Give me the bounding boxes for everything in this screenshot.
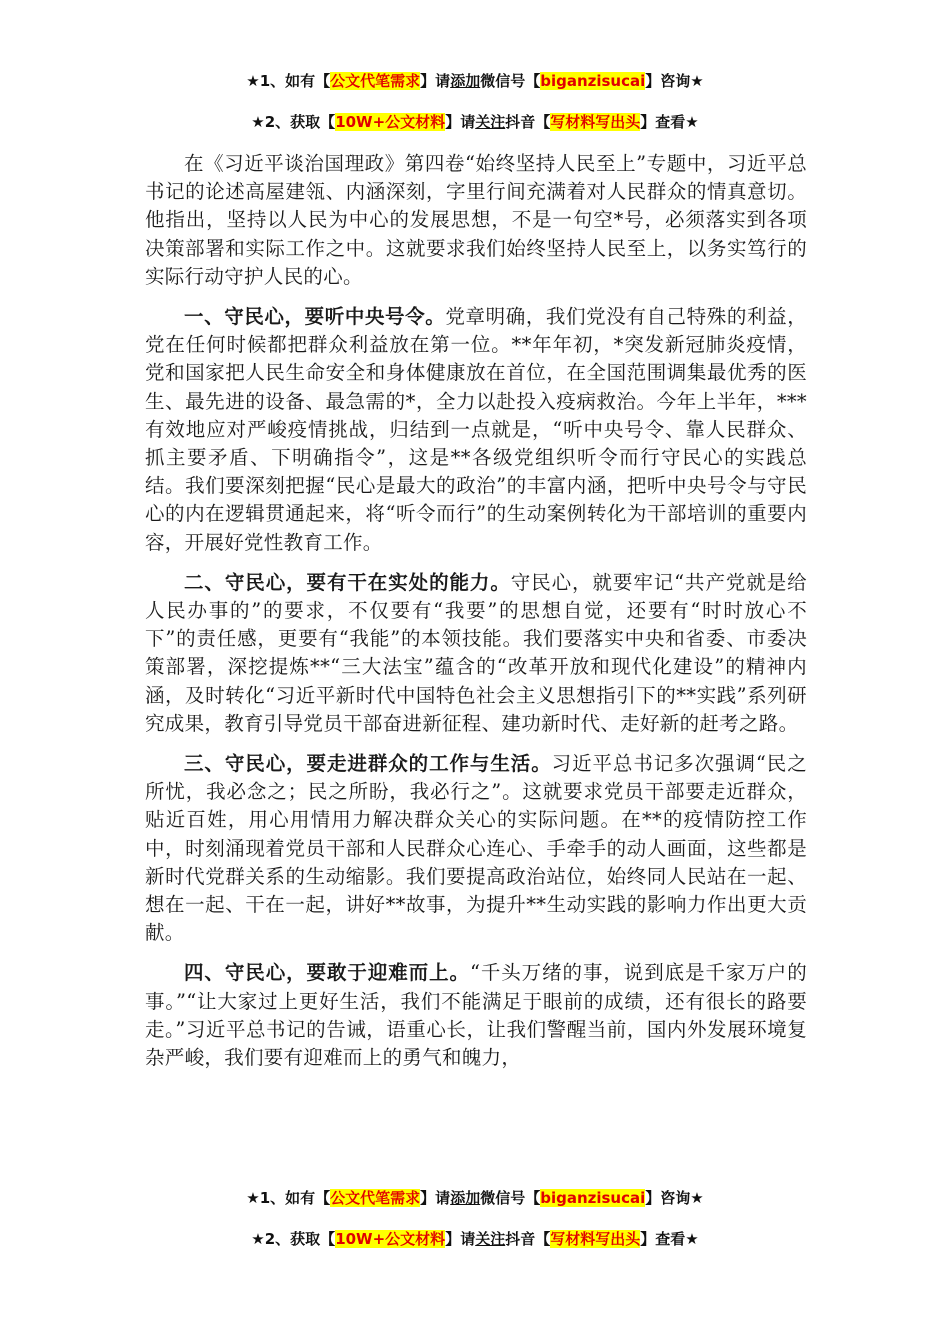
section-text: 习近平总书记多次强调“民之所忧，我必念之；民之所盼，我必行之”。这就要求党员干部要走近群众，贴近百姓，用心用情用力解决群众关心的实际问题。在**的疫情防控工作中，时刻涌现着党员干部和人民群众心连心、手牵手的动人画面，这些都是新时代党群关系的生动缩影。我们要提高政治站位，始终同人民站在一起、想在一起、干在一起，讲好**故事，为提升**生动实践的影响力作出更大贡献。 [145,752,807,945]
banner-text: 微信号【 [480,72,541,90]
section-text: 党章明确，我们党没有自己特殊的利益，党在任何时候都把群众利益放在第一位。**年年初，*突发新冠肺炎疫情，党和国家把人民生命安全和身体健康放在首位，在全国范围调集最优秀的医生、最先进的设备、最急需的*，全力以赴投入疫病救治。今年上半年，***有效地应对严峻疫情挑战，归结到一点就是，“听中央号令、靠人民群众、抓主要矛盾、下明确指令”，这是**各级党组织听令而行守民心的实践总结。我们要深刻把握“民心是最大的政治”的丰富内涵，把听中央号令与守民心的内在逻辑贯通起来，将“听令而行”的生动案例转化为干部培训的重要内容，开展好党性教育工作。 [145,305,807,554]
banner-text: 】请 [445,1230,476,1248]
banner-highlight: 公文代笔需求 [330,1189,421,1207]
banner-underline: 添加 [450,1189,481,1207]
section-text: 守民心，就要牢记“共产党就是给人民办事的”的要求，不仅要有“我要”的思想自觉，还要有“时时放心不下”的责任感，更要有“我能”的本领技能。我们要落实中央和省委、市委决策部署，深挖提炼**“三大法宝”蕴含的“改革开放和现代化建设”的精神内涵，及时转化“习近平新时代中国特色社会主义思想指引下的**实践”系列研究成果，教育引导党员干部奋进新征程、建功新时代、走好新的赶考之路。 [145,570,807,735]
article-body [145,150,807,1084]
banner-highlight-douyin-id: 写材料写出头 [550,113,641,131]
banner-highlight-wechat-id: biganzisucai [540,72,646,90]
banner-text: 抖音【 [505,1230,551,1248]
banner-highlight: 10W+公文材料 [335,113,446,131]
banner-highlight-wechat-id: biganzisucai [540,1189,646,1207]
header-banner-line-1 [0,70,950,92]
banner-text: ★2、获取【 [251,113,336,131]
section-paragraph-2 [145,569,807,738]
banner-highlight: 公文代笔需求 [330,72,421,90]
banner-text: 微信号【 [480,1189,541,1207]
banner-text: 】查看★ [640,1230,699,1248]
banner-underline: 添加 [450,72,481,90]
banner-text: ★1、如有【 [246,72,331,90]
section-paragraph-4 [145,959,807,1072]
section-paragraph-1 [145,303,807,557]
banner-underline: 关注 [475,113,506,131]
intro-paragraph: 在《习近平谈治国理政》第四卷“始终坚持人民至上”专题中，习近平总书记的论述高屋建瓴、内涵深刻，字里行间充满着对人民群众的情真意切。他指出，坚持以人民为中心的发展思想，不是一句空*号，必须落实到各项决策部署和实际工作之中。这就要求我们始终坚持人民至上，以务实笃行的实际行动守护人民的心。 [145,152,807,288]
footer-banner-line-1 [0,1187,950,1209]
footer-banner-line-2 [0,1228,950,1250]
section-heading: 三、守民心，要走进群众的工作与生活。 [184,752,552,776]
banner-highlight-douyin-id: 写材料写出头 [550,1230,641,1248]
section-paragraph-3 [145,750,807,947]
banner-text: 】请 [420,1189,451,1207]
banner-text: 】请 [420,72,451,90]
banner-text: 抖音【 [505,113,551,131]
banner-text: ★2、获取【 [251,1230,336,1248]
banner-text: ★1、如有【 [246,1189,331,1207]
section-heading: 二、守民心，要有干在实处的能力。 [184,570,511,594]
banner-text: 】查看★ [640,113,699,131]
banner-highlight: 10W+公文材料 [335,1230,446,1248]
banner-text: 】咨询★ [645,1189,704,1207]
section-heading: 四、守民心，要敢于迎难而上。 [184,961,470,985]
banner-text: 】请 [445,113,476,131]
banner-text: 】咨询★ [645,72,704,90]
section-heading: 一、守民心，要听中央号令。 [184,305,446,329]
section-text: “千头万绪的事，说到底是千家万户的事。”“让大家过上更好生活，我们不能满足于眼前的成绩，还有很长的路要走。”习近平总书记的告诫，语重心长，让我们警醒当前，国内外发展环境复杂严峻，我们要有迎难而上的勇气和魄力， [145,961,807,1070]
banner-underline: 关注 [475,1230,506,1248]
header-banner-line-2 [0,111,950,133]
